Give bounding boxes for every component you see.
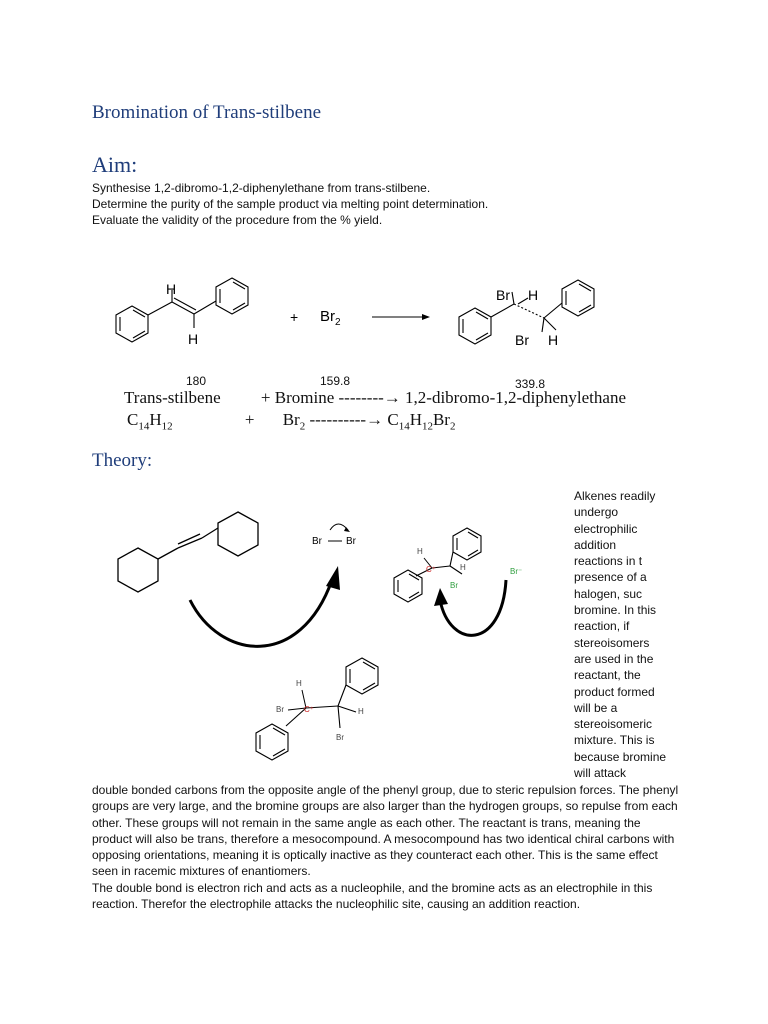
mechanism-diagram	[110, 500, 570, 780]
intermediate-h-label: H	[417, 547, 423, 556]
formula-plus: +	[244, 410, 255, 429]
br-right-label: Br	[346, 536, 356, 547]
side-line: are used in the	[574, 651, 654, 666]
cyclohexyl-left-ring	[118, 548, 158, 592]
product-br-left-label: Br	[276, 705, 284, 714]
product-top-ring	[346, 658, 378, 694]
word-equation	[124, 388, 626, 408]
formula-arrow: ----------→	[309, 410, 384, 429]
aim-heading: Aim:	[92, 152, 138, 177]
formula-reagent: $Br_2$	[282, 410, 306, 433]
molar-mass-bromine: 159.8	[320, 374, 351, 388]
product-h-bottom: H	[548, 332, 559, 348]
word-reactant: Trans-stilbene	[124, 388, 221, 407]
stilbene-h-top: H	[166, 281, 177, 297]
plus-sign: +	[290, 309, 299, 325]
theory-heading: Theory:	[92, 450, 153, 471]
intermediate-top-ring	[453, 528, 481, 560]
side-line: reactions in t	[574, 554, 643, 569]
side-line: electrophilic	[574, 521, 638, 536]
bromide-ion-label: Br⁻	[510, 567, 523, 576]
word-plus: +	[260, 388, 271, 407]
side-line: stereoisomeric	[574, 717, 653, 732]
side-line: reactant, the	[574, 668, 641, 683]
product-br-bottom: Br	[515, 332, 529, 348]
theory-paragraph-2: The double bond is electron rich and acts as a nucleophile, and the bromine acts as an electrophile in this reaction. Therefor the electrophile attacks the nucleophilic site, causing an addition reaction.	[92, 880, 653, 912]
side-line: mixture. This is	[574, 733, 655, 748]
product-br-top: Br	[496, 287, 510, 303]
product-bottom-ring	[256, 724, 288, 760]
side-line: stereoisomers	[574, 635, 650, 650]
carbocation-label: C⁺	[426, 565, 436, 574]
side-line: because bromine	[574, 749, 667, 764]
word-reagent: Bromine	[274, 388, 335, 407]
side-line: bromine. In this	[574, 603, 657, 618]
theory-body	[92, 782, 682, 912]
side-line: halogen, suc	[574, 586, 643, 601]
formula-reactant: $C_{14}H_{12}$	[127, 410, 173, 433]
side-line: addition	[574, 537, 617, 552]
word-arrow: --------→	[338, 388, 401, 407]
side-line: undergo	[574, 505, 619, 520]
product-h2-label: H	[358, 707, 364, 716]
intermediate-br-label: Br	[450, 581, 458, 590]
theory-side-column	[574, 488, 684, 781]
stilbene-right-ring	[216, 278, 248, 314]
aim-line-2: Determine the purity of the sample product via melting point determination.	[92, 197, 489, 211]
product-right-ring	[562, 280, 594, 316]
side-line: product formed	[574, 684, 655, 699]
side-line: reaction, if	[574, 619, 630, 634]
side-line: presence of a	[574, 570, 647, 585]
formula-equation	[127, 410, 455, 432]
curved-arrow-alkene-attack	[190, 580, 332, 646]
molar-mass-stilbene: 180	[186, 374, 207, 388]
document-title: Bromination of Trans-stilbene	[92, 102, 322, 123]
product-br-bottom-label: Br	[336, 733, 344, 742]
cyclohexyl-right-ring	[218, 512, 258, 556]
word-product: 1,2-dibromo-1,2-diphenylethane	[405, 388, 626, 407]
aim-line-3: Evaluate the validity of the procedure from the % yield.	[92, 213, 383, 227]
aim-line-1: Synthesise 1,2-dibromo-1,2-diphenylethane from trans-stilbene.	[92, 181, 431, 195]
side-line: Alkenes readily	[574, 489, 656, 503]
side-line: will attack	[574, 766, 627, 781]
stilbene-h-bottom: H	[188, 331, 199, 347]
product-h-top: H	[528, 287, 539, 303]
formula-product: $C_{14}H_{12}Br_2$	[387, 410, 456, 433]
product-h-label: H	[296, 679, 302, 688]
intermediate-h2-label: H	[460, 563, 466, 572]
br-left-label: Br	[312, 536, 322, 547]
stilbene-left-ring	[116, 306, 148, 342]
theory-paragraph-1: double bonded carbons from the opposite angle of the phenyl group, due to steric repulsion forces. The phenyl groups are very large, and the bromine groups are also larger than the hydrogen groups, so repulse from each other. These groups will not remain in the same angle as each other. The reactant is trans, meaning the product will also be trans, therefore a mesocompound. A mesocompound has two identical chiral carbons with opposing orientations, meaning it is optically inactive as they counteract each other. This is the same effect seen in racemic mixtures of enantiomers.	[92, 783, 679, 879]
reaction-scheme-diagram	[100, 270, 660, 370]
side-line: will be a	[574, 700, 618, 715]
molar-mass-product: 339.8	[515, 377, 546, 391]
product-c-label: C⁺	[304, 705, 314, 714]
bromine-reagent: $Br_2$	[320, 308, 341, 328]
product-left-ring	[459, 308, 491, 344]
